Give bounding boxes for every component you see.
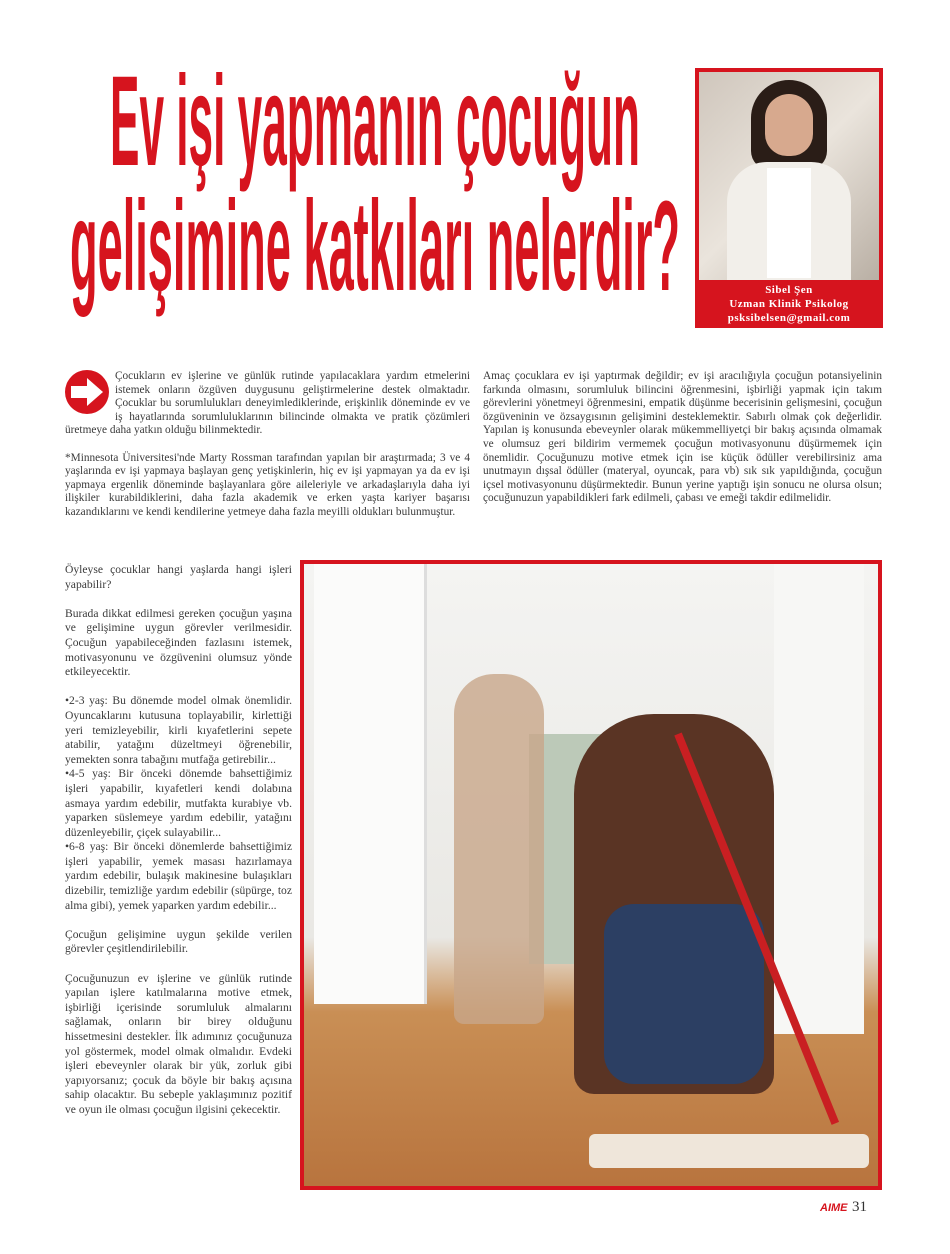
page-footer (820, 1198, 867, 1216)
intro-paragraph-1: Çocukların ev işlerine ve günlük rutinde yapılacaklara yardım etmelerini istemek onların özgüven duygusunu geliştirmelerine destek olmaktadır. Çocuklar bu sorumlulukları deneyimlediklerinde, erişkinlik döneminde ev ve iş hayatlarında sorumluluklarının bilincinde olmakta ve pratik çözümleri üretmeye daha yatkın olduğu bilinmektedir. (65, 370, 470, 437)
author-box (695, 68, 883, 328)
narrow-paragraph-1: Burada dikkat edilmesi gereken çocuğun yaşına ve gelişimine uygun görevler verilmesidir. Çocuğun yapabileceğinden fazlasını istemek, motivasyonunu ve özgüvenini olumsuz yönde etkileyecektir. (65, 606, 292, 679)
age-4-5-item: •4-5 yaş: Bir önceki dönemde bahsettiğimiz işleri yapabilir, kıyafetleri kendi dolabına asmaya yardım edebilir, mutfakta kurabiye vb. yaparken süslemeye yardım edebilir, yatağını düzenleyebilir, çiçek sulayabilir... (65, 767, 292, 839)
children-mopping-photo (300, 560, 882, 1190)
page-number: 31 (851, 1199, 867, 1215)
article-title (62, 62, 687, 332)
arrow-right-icon (65, 370, 109, 414)
author-caption (699, 283, 879, 325)
age-2-3-item: •2-3 yaş: Bu dönemde model olmak önemlidir. Oyuncaklarını kutusuna toplayabilir, kirlettiği yeri temizleyebilir, kirli kıyafetlerini sepete atabilir, yatağını düzeltmeyi öğrenebilir, yemekten sonra tabağını mutfağa getirebilir... (65, 694, 292, 766)
right-paragraph-1: Amaç çocuklara ev işi yaptırmak değildir; ev işi aracılığıyla çocuğun potansiyelinin farkında olmasını, sorumluluk bilincini öğrenmesini, işbirliği yapmak için takım görevlerini yönetmeyi öğrenmesini, empatik düşünme becerisinin gelişmesini, çocuğun özgüveninin ve özsaygısının gelişimini desteklemektir. Sabırlı olmak çok değerlidir. Yapılan iş konusunda ebeveynler olarak mükemmelliyetçi bir bakış açısında olmamak ve olumsuz geri bildirim vermemek çocuğun motivasyonunu düşürmemek için önemlidir. Çocuğunuzu motive etmek için ise küçük ödüller verebilirsiniz ama unutmayın dışsal ödüller (materyal, oyuncak, para vb) sık sık yapıldığında, çocuğun içsel motivasyonunu düşürmektedir. Bunun yerine yaptığı işin sonucu ne olursa olsun; çocuğunuzun yapabildikleri fark edilmeli, çabası ve emeği takdir edilmelidir. (483, 370, 882, 505)
title-line-1: Ev işi yapmanın çocuğun (110, 62, 640, 193)
intro-column (65, 370, 470, 533)
author-name: Sibel Şen (765, 284, 813, 296)
intro-paragraph-2: *Minnesota Üniversitesi'nde Marty Rossman tarafından yapılan bir araştırmada; 3 ve 4 yaşlarında ev işi yapmaya başlayan genç yetişkinlerin, hiç ev işi yapmayan ya da ev işi yapmaya ergenlik döneminde başlayanlara göre aileleriyle ve arkadaşlarıyla daha iyi ilişkiler kurabildiklerini, daha fazla akademik ve erken yaşta kariyer başarısı kazandıklarını ve kendi kendilerine yetmeye daha fazla meyilli oldukları bulunmuştur. (65, 451, 470, 518)
narrow-paragraph-2: Çocuğun gelişimine uygun şekilde verilen görevler çeşitlendirilebilir. (65, 927, 292, 956)
magazine-logo: AIME (820, 1202, 848, 1214)
question-heading: Öyleyse çocuklar hangi yaşlarda hangi işleri yapabilir? (65, 563, 292, 591)
author-photo (699, 72, 879, 280)
right-column (483, 370, 882, 520)
author-role: Uzman Klinik Psikolog (729, 298, 849, 310)
author-email: psksibelsen@gmail.com (727, 312, 851, 324)
narrow-paragraph-3: Çocuğunuzun ev işlerine ve günlük rutinde yapılan işlere katılmalarına motive etmek, işbirliği içerisinde sorumluluk almalarını sağlamak, onların bir birey olduğunu hissetmesini destekler. İlk adımınız çocuğunuza yol göstermek, model olmak olmalıdır. Evdeki işleri ebeveynler olarak bir yük, zorluk gibi yapıyorsanız; çocuk da böyle bir bakış açısına sahip olacaktır. Bu sebeple yaklaşımınız pozitif ve oyun ile olması çocuğun ilgisini çekecektir. (65, 971, 292, 1116)
narrow-column (65, 563, 292, 1132)
title-line-2: gelişimine katkıları nelerdir? (70, 175, 680, 318)
age-6-8-item: •6-8 yaş: Bir önceki dönemlerde bahsettiğimiz işleri yapabilir, yemek masası hazırlamaya yardım edebilir, bulaşık makinesine bulaşıkları dizebilir, temizliğe yardım edebilir (süpürge, toz alma gibi), yemek yaparken yardım edebilir... (65, 840, 292, 912)
